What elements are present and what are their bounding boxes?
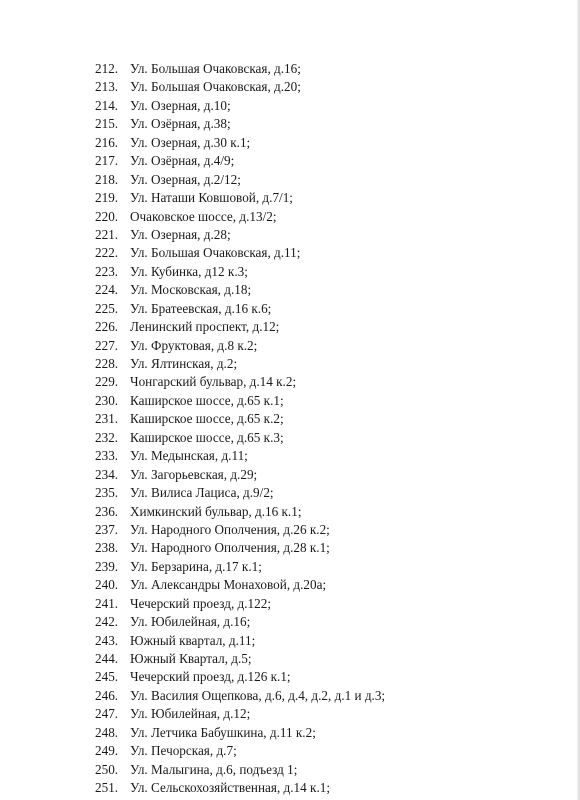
item-address: Ул. Наташи Ковшовой, д.7/1; bbox=[130, 190, 293, 206]
item-number: 251. bbox=[95, 780, 119, 796]
item-number: 219. bbox=[95, 190, 119, 206]
item-address: Ул. Озёрная, д.4/9; bbox=[130, 153, 235, 169]
item-address: Южный квартал, д.11; bbox=[130, 632, 256, 648]
item-address: Ул. Вилиса Лациса, д.9/2; bbox=[130, 485, 274, 501]
item-number: 230. bbox=[95, 392, 119, 408]
item-number: 226. bbox=[95, 319, 119, 335]
item-address: Ул. Александры Монаховой, д.20а; bbox=[130, 577, 327, 593]
item-number: 227. bbox=[95, 337, 119, 353]
item-number: 248. bbox=[95, 724, 119, 740]
list-item bbox=[95, 78, 385, 96]
item-address: Ул. Малыгина, д.6, подъезд 1; bbox=[130, 761, 298, 777]
list-item bbox=[95, 263, 385, 281]
item-number: 235. bbox=[95, 485, 119, 501]
item-number: 222. bbox=[95, 245, 119, 261]
item-address: Ул. Озерная, д.2/12; bbox=[130, 171, 241, 187]
item-number: 215. bbox=[95, 116, 119, 132]
item-address: Ул. Братеевская, д.16 к.6; bbox=[130, 300, 272, 316]
list-item bbox=[95, 244, 385, 262]
item-address: Ул. Сельскохозяйственная, д.14 к.1; bbox=[130, 780, 330, 796]
list-item bbox=[95, 373, 385, 391]
item-address: Ул. Народного Ополчения, д.26 к.2; bbox=[130, 521, 330, 537]
item-number: 214. bbox=[95, 97, 119, 113]
list-item bbox=[95, 503, 385, 521]
list-item bbox=[95, 705, 385, 723]
item-address: Чечерский проезд, д.122; bbox=[130, 595, 271, 611]
item-number: 237. bbox=[95, 521, 119, 537]
list-item bbox=[95, 687, 385, 705]
list-item bbox=[95, 355, 385, 373]
list-item bbox=[95, 60, 385, 78]
item-number: 247. bbox=[95, 706, 119, 722]
item-address: Химкинский бульвар, д.16 к.1; bbox=[130, 503, 302, 519]
item-number: 225. bbox=[95, 300, 119, 316]
item-address: Ул. Печорская, д.7; bbox=[130, 743, 237, 759]
list-item bbox=[95, 115, 385, 133]
list-item bbox=[95, 97, 385, 115]
item-number: 238. bbox=[95, 540, 119, 556]
item-number: 245. bbox=[95, 669, 119, 685]
list-item bbox=[95, 779, 385, 797]
list-item bbox=[95, 208, 385, 226]
item-number: 234. bbox=[95, 466, 119, 482]
list-item bbox=[95, 484, 385, 502]
item-address: Каширское шоссе, д.65 к.2; bbox=[130, 411, 284, 427]
item-number: 250. bbox=[95, 761, 119, 777]
list-item bbox=[95, 632, 385, 650]
item-number: 224. bbox=[95, 282, 119, 298]
item-number: 233. bbox=[95, 448, 119, 464]
item-number: 243. bbox=[95, 632, 119, 648]
list-item bbox=[95, 447, 385, 465]
item-address: Ул. Юбилейная, д.12; bbox=[130, 706, 251, 722]
item-number: 228. bbox=[95, 356, 119, 371]
list-item bbox=[95, 668, 385, 686]
list-item bbox=[95, 337, 385, 355]
item-number: 241. bbox=[95, 595, 119, 611]
list-item bbox=[95, 226, 385, 244]
item-number: 244. bbox=[95, 651, 119, 666]
item-address: Ленинский проспект, д.12; bbox=[130, 319, 280, 335]
item-address: Ул. Большая Очаковская, д.16; bbox=[130, 61, 301, 76]
item-number: 231. bbox=[95, 411, 119, 427]
list-item bbox=[95, 521, 385, 539]
item-number: 223. bbox=[95, 263, 119, 279]
item-address: Ул. Василия Ощепкова, д.6, д.4, д.2, д.1 и д.3; bbox=[130, 687, 386, 703]
list-item bbox=[95, 595, 385, 613]
list-item bbox=[95, 189, 385, 207]
item-address: Чечерский проезд, д.126 к.1; bbox=[130, 669, 291, 685]
item-number: 232. bbox=[95, 429, 119, 445]
item-address: Ул. Озерная, д.30 к.1; bbox=[130, 134, 251, 150]
item-number: 239. bbox=[95, 558, 119, 574]
item-number: 221. bbox=[95, 226, 119, 242]
list-item bbox=[95, 724, 385, 742]
address-list bbox=[95, 60, 385, 798]
item-address: Чонгарский бульвар, д.14 к.2; bbox=[130, 374, 297, 390]
list-item bbox=[95, 281, 385, 299]
item-number: 229. bbox=[95, 374, 119, 390]
item-address: Каширское шоссе, д.65 к.3; bbox=[130, 429, 284, 445]
item-address: Ул. Московская, д.18; bbox=[130, 282, 252, 298]
item-address: Очаковское шоссе, д.13/2; bbox=[130, 208, 277, 224]
item-address: Ул. Большая Очаковская, д.11; bbox=[130, 245, 301, 261]
list-item bbox=[95, 152, 385, 170]
list-item bbox=[95, 539, 385, 557]
item-address: Ул. Фруктовая, д.8 к.2; bbox=[130, 337, 258, 353]
list-item bbox=[95, 318, 385, 336]
item-address: Ул. Берзарина, д.17 к.1; bbox=[130, 558, 262, 574]
list-item bbox=[95, 171, 385, 189]
item-address: Ул. Юбилейная, д.16; bbox=[130, 614, 251, 630]
list-item bbox=[95, 466, 385, 484]
item-number: 246. bbox=[95, 687, 119, 703]
item-number: 249. bbox=[95, 743, 119, 759]
list-item bbox=[95, 300, 385, 318]
item-number: 242. bbox=[95, 614, 119, 630]
list-item bbox=[95, 429, 385, 447]
item-number: 213. bbox=[95, 79, 119, 95]
item-address: Ул. Большая Очаковская, д.20; bbox=[130, 79, 301, 95]
list-item bbox=[95, 558, 385, 576]
item-address: Ул. Кубинка, д12 к.3; bbox=[130, 263, 248, 279]
item-address: Ул. Народного Ополчения, д.28 к.1; bbox=[130, 540, 330, 556]
list-item bbox=[95, 410, 385, 428]
list-item bbox=[95, 742, 385, 760]
list-item bbox=[95, 761, 385, 779]
item-address: Ул. Озерная, д.28; bbox=[130, 226, 231, 242]
item-number: 212. bbox=[95, 61, 119, 76]
item-address: Ул. Озерная, д.10; bbox=[130, 97, 231, 113]
item-address: Южный Квартал, д.5; bbox=[130, 651, 252, 666]
item-number: 220. bbox=[95, 208, 119, 224]
list-item bbox=[95, 576, 385, 594]
item-address: Каширское шоссе, д.65 к.1; bbox=[130, 392, 284, 408]
list-item bbox=[95, 134, 385, 152]
item-address: Ул. Озёрная, д.38; bbox=[130, 116, 231, 132]
item-number: 216. bbox=[95, 134, 119, 150]
list-item bbox=[95, 613, 385, 631]
item-address: Ул. Летчика Бабушкина, д.11 к.2; bbox=[130, 724, 316, 740]
list-item bbox=[95, 392, 385, 410]
item-address: Ул. Загорьевская, д.29; bbox=[130, 466, 258, 482]
item-number: 240. bbox=[95, 577, 119, 593]
item-number: 217. bbox=[95, 153, 119, 169]
item-number: 218. bbox=[95, 171, 119, 187]
item-address: Ул. Медынская, д.11; bbox=[130, 448, 248, 464]
item-address: Ул. Ялтинская, д.2; bbox=[130, 356, 238, 371]
list-item bbox=[95, 650, 385, 668]
item-number: 236. bbox=[95, 503, 119, 519]
